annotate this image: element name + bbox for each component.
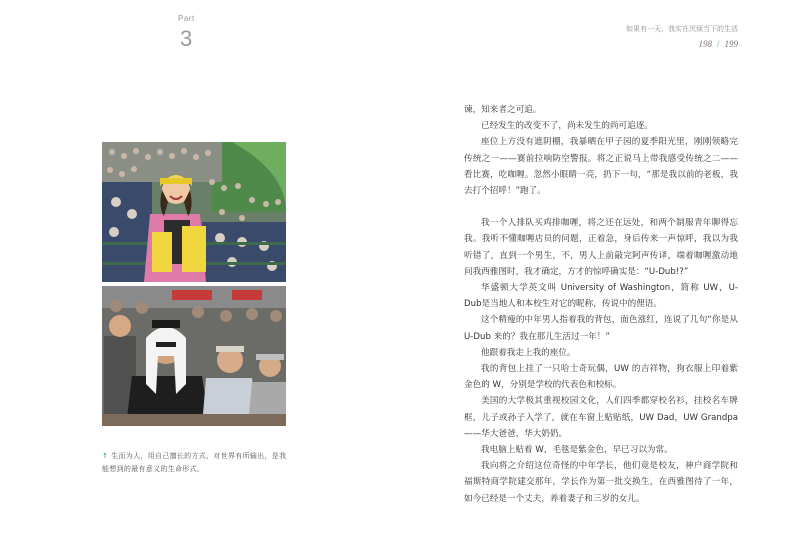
paragraph: 我的背包上挂了一只哈士奇玩偶，UW 的吉祥物，狗衣服上印着紫金色的 W，分别是学校的代表色和校标。 — [464, 364, 738, 391]
paragraph: 谏，知来者之可追。 — [464, 105, 542, 115]
page-number-left: 198 — [698, 39, 712, 49]
body-text — [464, 102, 738, 507]
stadium-vendor-illustration — [102, 142, 286, 282]
paragraph: 我电脑上贴着 W，毛毯是紫金色，早已习以为常。 — [481, 445, 673, 456]
running-head: 如果有一天，我实在厌烦当下的生活 — [626, 25, 738, 33]
paragraph: 美国的大学极其重视校园文化，人们四季都穿校名衫，挂校名车牌框，儿子或孙子入学了，就在车窗上贴贴纸，UW Dad，UW Grandpa——华大爸爸，华大奶奶。 — [464, 396, 738, 439]
paragraph: 我一个人排队买鸡排咖喱，将之还在远处，和两个制服青年聊得忘我。我听不懂咖喱店员的问题，正着急，身后传来一声惊呼，我以为我听错了，直到一个男生，不，男人上前敲完阿声传译，端着咖喱激动地问我西雅图时，我才确定，方才的惊呼确实是：“U-Dub!?” — [464, 218, 738, 277]
part-number: 3 — [180, 26, 193, 51]
stadium-fans-photo — [102, 286, 286, 426]
stadium-fans-illustration — [102, 286, 286, 426]
paragraph: 我向将之介绍这位奇怪的中年学长，他们竟是校友，神户商学院和福斯特商学院建交那年，学长作为第一批交换生，在西雅图待了一年，如今已经是一个丈夫，养着妻子和三岁的女儿。 — [464, 461, 738, 504]
paragraph: 座位上方没有遮阴棚，我暴晒在甲子园的夏季阳光里，刚刚领略完传统之一——赛前拉响防空警报。将之正说马上带我感受传统之二——看比赛，吃咖喱。忽然小眼睛一亮，扔下一句，“那是我以前的老板，我去打个招呼！”跑了。 — [464, 137, 738, 197]
photo-caption — [102, 450, 290, 476]
paragraph: 华盛顿大学英文叫 University of Washington，简称 UW，U-Dub是当地人和本校生对它的昵称，传说中的俚语。 — [464, 283, 738, 310]
stadium-vendor-photo — [102, 142, 286, 282]
paragraph: 已经发生的改变不了，尚未发生的尚可追逐。 — [481, 121, 653, 132]
caption-text: 生而为人，用自己擅长的方式，对世界有所输出，是我能想到的最有意义的生命形式。 — [102, 452, 287, 473]
page-numbers — [698, 39, 738, 49]
paragraph: 他跟着我走上我的座位。 — [481, 347, 576, 358]
paragraph: 这个精瘦的中年男人指着我的背包，面色涨红，连说了几句“你是从U-Dub 来的？我在那儿生活过一年！” — [464, 315, 738, 342]
page-number-right: 199 — [724, 39, 738, 49]
part-label: Part — [178, 14, 195, 23]
page-number-separator: / — [716, 39, 720, 49]
arrow-up-icon: ↑ — [102, 452, 109, 460]
